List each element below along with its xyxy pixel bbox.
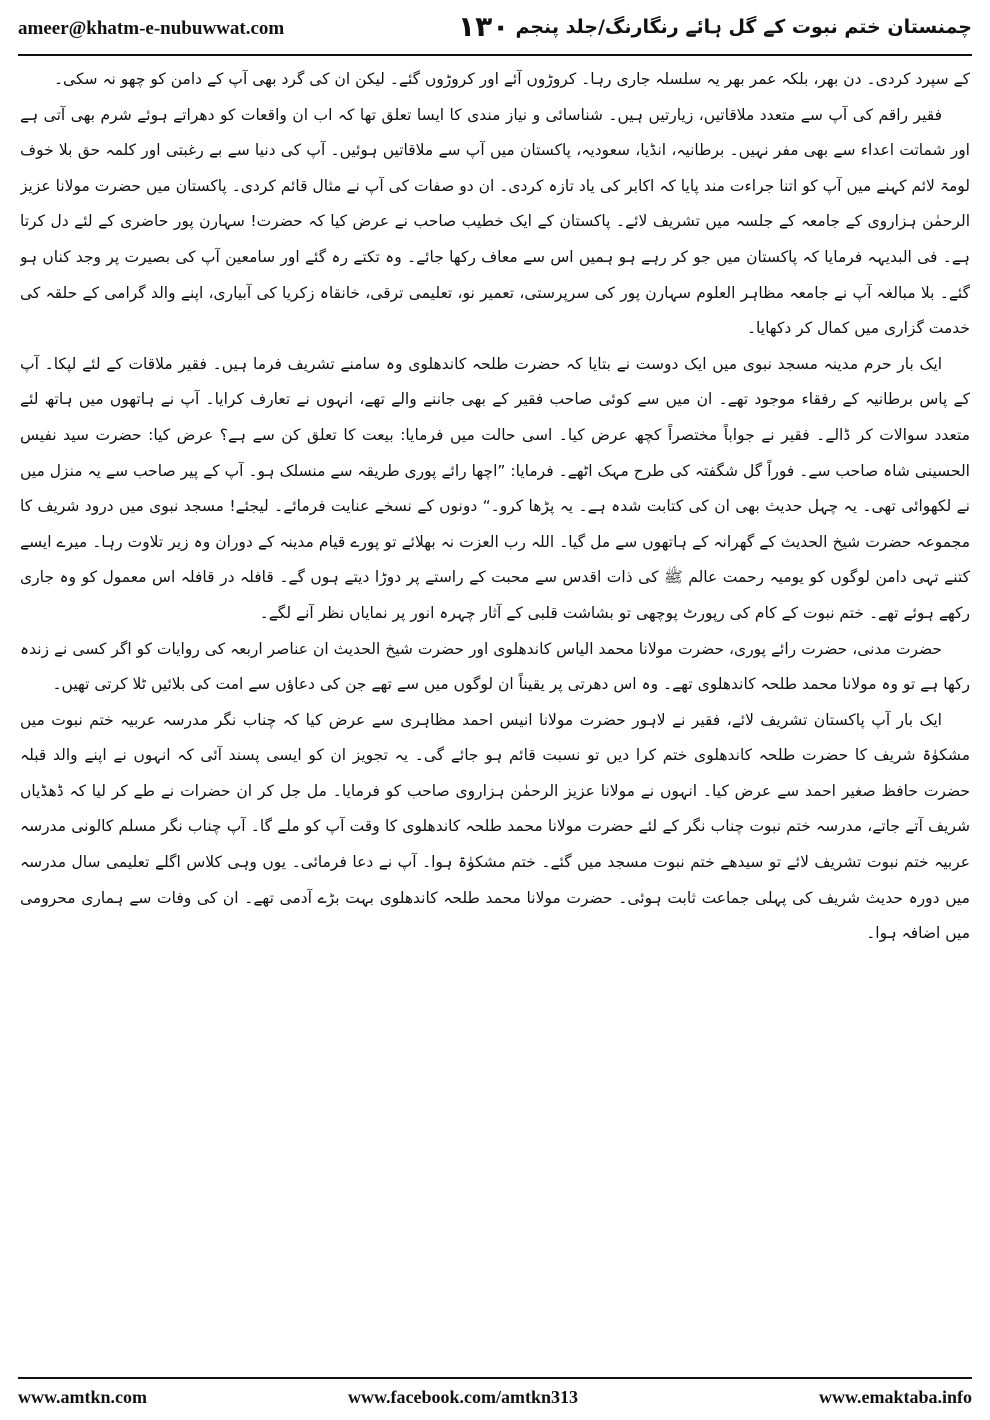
header-email: ameer@khatm-e-nubuwwat.com (18, 18, 285, 39)
paragraph-2: فقیر راقم کی آپ سے متعدد ملاقاتیں، زیارتیں ہیں۔ شناسائی و نیاز مندی کا ایسا تعلق تھا کہ اب ان واقعات کو دھراتے ہوئے شرم بھی آتی ہے اور شماتت اعداء سے بھی مفر نہیں۔ برطانیہ، انڈیا، سعودیہ، پاکستان میں آپ سے ملاقاتیں ہوئیں۔ آپ کی دنیا سے بے رغبتی اور کلمہ حق بلا خوف لومۃ لائم کہنے میں آپ کو اتنا جراءت مند پایا کہ اکابر کی یاد تازہ کردی۔ ان دو صفات کی آپ نے مثال قائم کردی۔ پاکستان میں حضرت مولانا عزیز الرحمٰن ہزاروی کے جامعہ کے جلسہ میں تشریف لائے۔ پاکستان کے ایک خطیب صاحب نے عرض کیا کہ حضرت! سہارن پور حاضری کے لئے دل کرتا ہے۔ فی البدیہہ فرمایا کہ پاکستان میں جو کر رہے ہو ہمیں اس سے معاف رکھا جائے۔ وہ تکتے رہ گئے اور سامعین آپ کی بصیرت پر وجد کناں ہو گئے۔ بلا مبالغہ آپ نے جامعہ مظاہر العلوم سہارن پور کی سرپرستی، تعمیر نو، تعلیمی ترقی، خانقاہ زکریا کی آبیاری، اپنے والد گرامی کے حلقہ کی خدمت گزاری میں کمال کر دکھایا۔ (20, 105, 970, 338)
book-title: چمنستان ختم نبوت کے گل ہائے رنگارنگ/جلد پنجم (515, 16, 972, 38)
header-rule (18, 54, 972, 56)
footer-rule (18, 1377, 972, 1379)
footer-link-emaktaba[interactable]: www.emaktaba.info (818, 1387, 972, 1407)
footer-link-amtkn[interactable]: www.amtkn.com (18, 1387, 147, 1407)
paragraph-3: ایک بار حرم مدینہ مسجد نبوی میں ایک دوست نے بتایا کہ حضرت طلحہ کاندھلوی وہ سامنے تشریف فرما ہیں۔ فقیر ملاقات کے لئے لپکا۔ آپ کے پاس برطانیہ کے رفقاء موجود تھے۔ ان میں سے کوئی صاحب فقیر کے بھی جاننے والے تھے، انہوں نے تعارف کرایا۔ آپ نے ہاتھوں میں ہاتھ لئے متعدد سوالات کر ڈالے۔ فقیر نے جواباً مختصراً کچھ عرض کیا۔ اسی حالت میں فرمایا: بیعت کا تعلق کن سے ہے؟ عرض کیا: حضرت سید نفیس الحسینی شاہ صاحب سے۔ فوراً گل شگفتہ کی طرح مہک اٹھے۔ فرمایا: ”اچھا رائے پوری طریقہ سے منسلک ہو۔ آپ کے پیر صاحب سے یہ منزل میں نے لکھوائی تھی۔ یہ چہل حدیث بھی ان کی کتابت شدہ ہے۔ یہ پڑھا کرو۔“ دونوں کے نسخے عنایت فرمائے۔ لیجئے! مسجد نبوی میں درود شریف کا مجموعہ حضرت شیخ الحدیث کے گھرانہ کے ہاتھوں سے مل گیا۔ اللہ رب العزت نہ بھلائے تو پورے قیام مدینہ کے دوران وہ زیر تلاوت رہا۔ میرے ایسے کتنے تہی دامن لوگوں کو یومیہ رحمت عالم ﷺ کی ذات اقدس سے محبت کے راستے پر دوڑا دیتے ہوں گے۔ قافلہ در قافلہ اس معمول کو وہ جاری رکھے ہوئے تھے۔ ختم نبوت کے کام کی رپورٹ پوچھی تو بشاشت قلبی کے آثار چہرہ انور پر نمایاں نظر آنے لگے۔ (20, 354, 970, 622)
page-body (20, 62, 970, 1370)
page-header (18, 8, 972, 50)
page-number: ۱۳۰ (458, 10, 510, 43)
footer-link-facebook[interactable]: www.facebook.com/amtkn313 (348, 1387, 578, 1407)
paragraph-5: ایک بار آپ پاکستان تشریف لائے، فقیر نے لاہور حضرت مولانا انیس احمد مظاہری سے عرض کیا کہ چناب نگر مدرسہ عربیہ ختم نبوت میں مشکوٰۃ شریف کا حضرت طلحہ کاندھلوی ختم کرا دیں تو نسبت قائم ہو جائے گی۔ یہ تجویز ان کو ایسی پسند آئی کہ انہوں نے اپنے والد قبلہ حضرت حافظ صغیر احمد سے عرض کیا۔ انہوں نے مولانا عزیز الرحمٰن ہزاروی صاحب کو فرمایا۔ مل جل کر ان حضرات نے طے کر لیا کہ ڈھڈیاں شریف آتے جاتے، مدرسہ ختم نبوت چناب نگر کے لئے حضرت مولانا محمد طلحہ کاندھلوی کا وقت آپ کو ملے گا۔ آپ چناب نگر مسلم کالونی مدرسہ عربیہ ختم نبوت تشریف لائے تو سیدھے ختم نبوت مسجد میں گئے۔ ختم مشکوٰۃ ہوا۔ آپ نے دعا فرمائی۔ یوں وہی کلاس اگلے تعلیمی سال مدرسہ میں دورہ حدیث شریف کی پہلی جماعت ثابت ہوئی۔ حضرت مولانا محمد طلحہ کاندھلوی بہت بڑے آدمی تھے۔ ان کی وفات سے ہماری محرومی میں اضافہ ہوا۔ (20, 710, 970, 943)
paragraph-4: حضرت مدنی، حضرت رائے پوری، حضرت مولانا محمد الیاس کاندھلوی اور حضرت شیخ الحدیث ان عناصر اربعہ کی روایات کو اگر کسی نے زندہ رکھا ہے تو وہ مولانا محمد طلحہ کاندھلوی تھے۔ وہ اس دھرتی پر یقیناً ان لوگوں میں سے تھے جن کی دعاؤں سے امت کی بلائیں ٹلا کرتی تھیں۔ (20, 639, 970, 694)
page-footer (18, 1385, 972, 1413)
paragraph-1: کے سپرد کردی۔ دن بھر، بلکہ عمر بھر یہ سلسلہ جاری رہا۔ کروڑوں آئے اور کروڑوں گئے۔ لیکن ان کی گرد بھی آپ کے دامن کو چھو نہ سکی۔ (53, 70, 970, 88)
